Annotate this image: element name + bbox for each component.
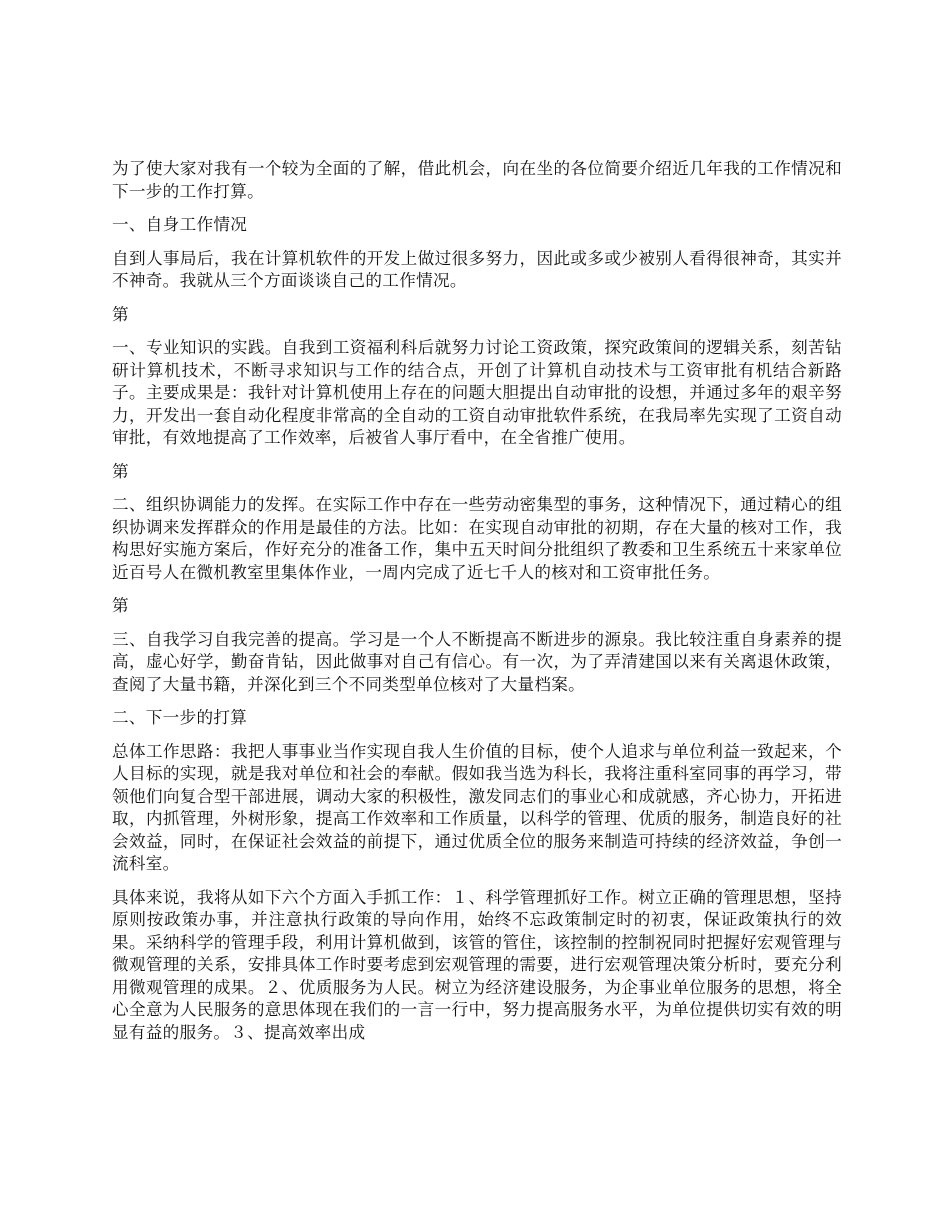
paragraph-ordinal: 第	[112, 596, 129, 615]
document-body	[112, 158, 842, 1055]
paragraph-coordination: 二、组织协调能力的发挥。在实际工作中存在一些劳动密集型的事务，这种情况下，通过精心的组织协调来发挥群众的作用是最佳的方法。比如：在实现自动审批的初期，存在大量的核对工作，我构思好实施方案后，作好充分的准备工作，集中五天时间分批组织了教委和卫生系统五十来家单位近百号人在微机教室里集体作业，一周内完成了近七千人的核对和工资审批任务。	[112, 495, 842, 582]
heading-next-steps: 二、下一步的打算	[112, 708, 248, 727]
paragraph-professional-knowledge: 一、专业知识的实践。自我到工资福利科后就努力讨论工资政策，探究政策间的逻辑关系，刻苦钻研计算机技术，不断寻求知识与工作的结合点，开创了计算机自动技术与工资审批有机结合新路子。主要成果是：我针对计算机使用上存在的问题大胆提出自动审批的设想，并通过多年的艰辛努力，开发出一套自动化程度非常高的全自动的工资自动审批软件系统，在我局率先实现了工资自动审批，有效地提高了工作效率，后被省人事厅看中，在全省推广使用。	[112, 338, 842, 447]
paragraph-ordinal: 第	[112, 304, 129, 324]
paragraph-specific-plan: 具体来说，我将从如下六个方面入手抓工作：１、科学管理抓好工作。树立正确的管理思想，坚持原则按政策办事，并注意执行政策的导向作用，始终不忘政策制定时的初衷，保证政策执行的效果。采纳科学的管理手段，利用计算机做到，该管的管住，该控制的控制祝同时把握好宏观管理与微观管理的关系，安排具体工作时要考虑到宏观管理的需要，进行宏观管理决策分析时，要充分利用微观管理的成果。２、优质服务为人民。树立为经济建设服务，为企事业单位服务的思想，将全心全意为人民服务的意思体现在我们的一言一行中，努力提高服务水平，为单位提供切实有效的明显有益的服务。３、提高效率出成	[112, 887, 842, 1042]
heading-self-work: 一、自身工作情况	[112, 215, 248, 234]
paragraph-overall-plan: 总体工作思路：我把人事事业当作实现自我人生价值的目标，使个人追求与单位利益一致起来，个人目标的实现，就是我对单位和社会的奉献。假如我当选为科长，我将注重科室同事的再学习，带领他们向复合型干部进展，调动大家的积极性，激发同志们的事业心和成就感，齐心协力，开拓进取，内抓管理，外树形象，提高工作效率和工作质量，以科学的管理、优质的服务，制造良好的社会效益，同时，在保证社会效益的前提下，通过优质全位的服务来制造可持续的经济效益，争创一流科室。	[112, 741, 842, 873]
paragraph-ordinal: 第	[112, 461, 129, 481]
paragraph-self-learning: 三、自我学习自我完善的提高。学习是一个人不断提高不断进步的源泉。我比较注重自身素养的提高，虚心好学，勤奋肯钻，因此做事对自己有信心。有一次，为了弄清建国以来有关离退休政策，查阅了大量书籍，并深化到三个不同类型单位核对了大量档案。	[112, 629, 842, 694]
paragraph-intro: 为了使大家对我有一个较为全面的了解，借此机会，向在坐的各位简要介绍近几年我的工作情况和下一步的工作打算。	[112, 159, 842, 201]
paragraph-overview: 自到人事局后，我在计算机软件的开发上做过很多努力，因此或多或少被别人看得很神奇，其实并不神奇。我就从三个方面谈谈自己的工作情况。	[112, 248, 842, 290]
